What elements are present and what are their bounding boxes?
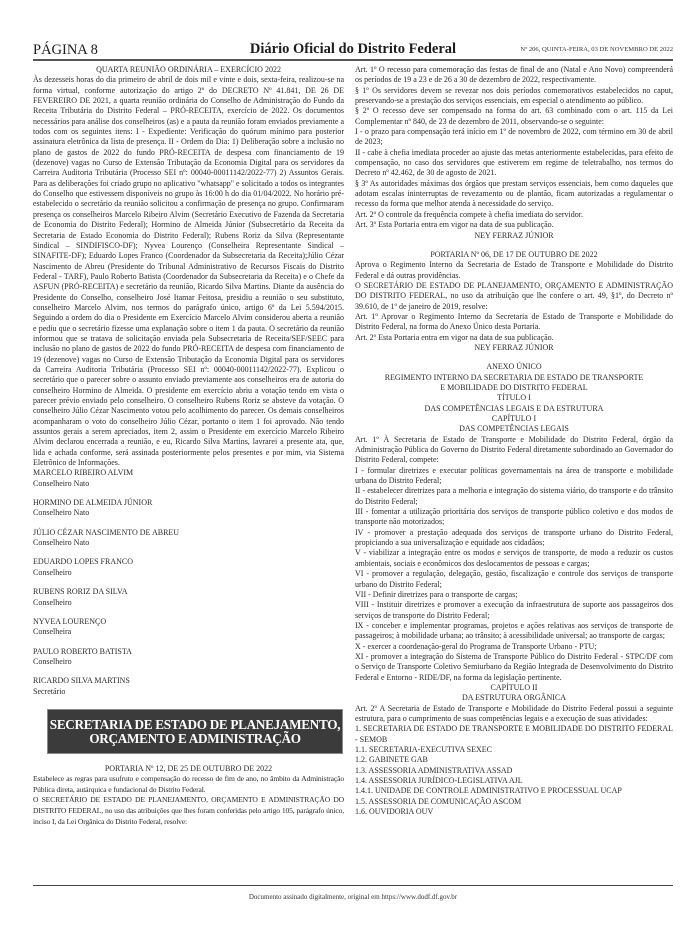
annex-heading: DAS COMPETÊNCIAS LEGAIS bbox=[459, 424, 569, 434]
signature-role: Conselheiro bbox=[33, 597, 72, 607]
section-banner-line: ORÇAMENTO E ADMINISTRAÇÃO bbox=[89, 730, 301, 746]
article-paragraph: Art. 1º À Secretaria de Estado de Transporte e Mobilidade do Distrito Federal, órgão da Administração Pública do Governo do Distrito Federal diretamente subordinado ao Governador do Distrito Federal, compete: bbox=[355, 434, 673, 465]
journal-title: Diário Oficial do Distrito Federal bbox=[249, 41, 457, 57]
page-header bbox=[33, 40, 673, 58]
signature-role: Conselheiro bbox=[33, 656, 72, 666]
article-paragraph: Art. 2º A Secretaria de Estado de Transporte e Mobilidade do Distrito Federal possui a seguinte estrutura, para o cumprimento de suas competências legais e a execução de suas atividades: bbox=[355, 703, 673, 723]
signature-role: Conselheiro Nato bbox=[33, 508, 90, 518]
portaria-06-title: PORTARIA Nº 06, DE 17 DE OUTUBRO DE 2022 bbox=[430, 249, 598, 259]
chapter-heading: DA ESTRUTURA ORGÂNICA bbox=[461, 693, 566, 703]
right-column bbox=[355, 65, 673, 817]
article-paragraph: I - formular diretrizes e executar políticas governamentais na área de transporte e mobilidade urbana do Distrito Federal; bbox=[355, 465, 673, 486]
annex-heading: TÍTULO I bbox=[497, 393, 531, 403]
signature-name: HORMINO DE ALMEIDA JÚNIOR bbox=[33, 498, 153, 508]
annex-heading: CAPÍTULO I bbox=[491, 414, 537, 423]
article-paragraph: IX - conceber e implementar programas, projetos e ações relativas aos serviços de transporte de passageiros; à mobilidade urbana; ao trânsito; à acessibilidade universal; ao transporte de cargas; bbox=[355, 620, 673, 641]
structure-item: 1. SECRETARIA DE ESTADO DE TRANSPORTE E MOBILIDADE DO DISTRITO FEDERAL - SEMOB bbox=[355, 724, 673, 744]
article-paragraph: II - cabe à chefia imediata proceder ao ajuste das metas anteriormente estabelecidas, para efeito de compensação, no caso dos servidores que estiverem em regime de teletrabalho, nos termos do Decreto nº 42.462, de 30 de agosto de 2021. bbox=[355, 147, 673, 178]
signature-name: PAULO ROBERTO BATISTA bbox=[33, 646, 132, 656]
page-number: PÁGINA 8 bbox=[33, 42, 98, 58]
structure-list bbox=[355, 724, 673, 817]
structure-item: 1.4.1. UNIDADE DE CONTROLE ADMINISTRATIVO E PROCESSUAL UCAP bbox=[355, 786, 622, 796]
signature-role: Conselheiro Nato bbox=[33, 538, 90, 548]
article-paragraph: Art. 1º Aprovar o Regimento Interno da Secretaria de Estado de Transporte e Mobilidade do Distrito Federal, na forma do Anexo Único desta Portaria. bbox=[355, 311, 673, 332]
footer-note: Documento assinado digitalmente, original em https://www.dodf.df.gov.br bbox=[248, 893, 458, 901]
chapter-heading: CAPÍTULO II bbox=[490, 682, 538, 692]
article-paragraph: XI - promover a integração do Sistema de Transporte Público do Distrito Federal - STPC/DF com o Serviço de Transporte Coletivo Semiurbano da Região Integrada de Desenvolvimento do Distrito Federal e Entorno - RIDE/DF, na forma da legislação pertinente. bbox=[355, 651, 673, 682]
signature-role: Secretário bbox=[33, 686, 66, 696]
annex-heading: ANEXO ÚNICO bbox=[486, 362, 542, 372]
portaria-12-title: PORTARIA Nº 12, DE 25 DE OUTUBRO DE 2022 bbox=[104, 763, 273, 773]
footer-divider bbox=[33, 885, 673, 886]
article-paragraph: III - fomentar a utilização prioritária dos serviços de transporte público coletivo e dos modos de transporte não motorizados; bbox=[355, 507, 673, 527]
article-paragraph: X - exercer a coordenação-geral do Programa de Transporte Urbano - PTU; bbox=[355, 641, 597, 651]
ata-title: QUARTA REUNIÃO ORDINÁRIA – EXERCÍCIO 2022 bbox=[96, 65, 281, 74]
header-divider bbox=[33, 59, 673, 61]
issue-info: Nº 206, QUINTA-FEIRA, 03 DE NOVEMBRO DE 2022 bbox=[520, 46, 673, 53]
signature-role: Conselheira bbox=[33, 627, 72, 637]
annex-heading: REGIMENTO INTERNO DA SECRETARIA DE ESTADO DE TRANSPORTE bbox=[384, 372, 644, 382]
article-paragraph: § 1º Os servidores devem se revezar nos dois períodos comemorativos estabelecidos no caput, preservando-se a prestação dos serviços essenciais, em especial o atendimento ao público. bbox=[355, 85, 673, 106]
signer-name: NEY FERRAZ JÚNIOR bbox=[474, 230, 554, 240]
structure-item: 1.2. GABINETE GAB bbox=[355, 755, 428, 765]
article-paragraph: IV - promover a prestação adequada dos serviços de transporte urbano do Distrito Federal, propiciando a sua universalização e equidade aos cidadãos; bbox=[355, 527, 673, 548]
left-column bbox=[33, 65, 344, 827]
signature-block bbox=[33, 468, 344, 697]
structure-item: 1.1. SECRETARIA-EXECUTIVA SEXEC bbox=[355, 745, 492, 754]
signature-name: RUBENS RORIZ DA SILVA bbox=[33, 587, 128, 597]
signature-name: EDUARDO LOPES FRANCO bbox=[33, 557, 134, 567]
portaria-12-preamble: O SECRETÁRIO DE ESTADO DE PLANEJAMENTO, ORÇAMENTO E ADMINISTRAÇÃO DO DISTRITO FEDERAL, no uso das atribuições que lhes foram conferidas pelo artigo 105, parágrafo único, inciso I, da Lei Orgânica do Distrito Federal, resolve: bbox=[33, 795, 344, 826]
structure-item: 1.5. ASSESSORIA DE COMUNICAÇÃO ASCOM bbox=[355, 796, 522, 806]
signature-role: Conselheiro bbox=[33, 567, 72, 577]
article-paragraph: Art. 1º O recesso para comemoração das festas de final de ano (Natal e Ano Novo) compreenderá os períodos de 19 a 23 e de 26 a 30 de dezembro de 2022, respectivamente. bbox=[355, 65, 673, 85]
signature-name: MARCELO RIBEIRO ALVIM bbox=[33, 468, 134, 478]
signature-role: Conselheiro Nato bbox=[33, 478, 90, 488]
annex-heading: DAS COMPETÊNCIAS LEGAIS E DA ESTRUTURA bbox=[424, 403, 604, 413]
signature-name: RICARDO SILVA MARTINS bbox=[33, 676, 130, 686]
article-paragraph: VIII - Instituir diretrizes e promover a execução da infraestrutura de suporte aos passageiros dos serviços de transporte do Distrito Federal; bbox=[355, 600, 673, 620]
article-paragraph: § 2º O recesso deve ser compensado na forma do art. 63 combinado com o art. 115 da Lei Complementar nº 840, de 23 de dezembro de 2011, observando-se o seguinte: bbox=[355, 106, 673, 126]
article-paragraph: Art. 2º Esta Portaria entra em vigor na data de sua publicação. bbox=[355, 332, 554, 342]
article-paragraph: V - viabilizar a integração entre os modos e serviços de transporte, de modo a reduzir os custos ambientais, sociais e econômicos dos deslocamentos de pessoas e cargas; bbox=[355, 548, 673, 568]
structure-item: 1.6. OUVIDORIA OUV bbox=[355, 807, 434, 817]
article-paragraph: § 3º As autoridades máximas dos órgãos que prestam serviços essenciais, bem como daqueles que adotam escalas ininterruptas de revezamento ou de plantão, ficam autorizadas a regulamentar o recesso da forma que melhor atenda à necessidade do serviço. bbox=[355, 178, 673, 209]
signature-name: JÚLIO CÉZAR NASCIMENTO DE ABREU bbox=[33, 527, 180, 537]
section-banner bbox=[47, 709, 343, 754]
signature-name: NYVEA LOURENÇO bbox=[33, 616, 107, 626]
article-paragraph: VII - Definir diretrizes para o transporte de cargas; bbox=[355, 589, 518, 599]
portaria-12-ementa: Estabelece as regras para usufruto e compensação do recesso de fim de ano, no âmbito da Administração Pública direta, autárquica e fundacional do Distrito Federal. bbox=[33, 774, 344, 794]
section-banner-line: SECRETARIA DE ESTADO DE PLANEJAMENTO, bbox=[49, 716, 341, 732]
article-paragraph: VI - promover a regulação, delegação, gestão, fiscalização e controle dos serviços de transporte urbano do Distrito Federal; bbox=[355, 569, 673, 589]
article-paragraph: Aprova o Regimento Interno da Secretaria de Estado de Transporte e Mobilidade do Distrito Federal e dá outras providências. bbox=[355, 260, 673, 280]
article-paragraph: I - o prazo para compensação terá início em 1º de novembro de 2022, com término em 30 de abril de 2023; bbox=[355, 127, 673, 147]
article-paragraph: Art. 3º Esta Portaria entra em vigor na data de sua publicação. bbox=[355, 220, 554, 230]
article-paragraph: Art. 2º O controle da frequência compete à chefia imediata do servidor. bbox=[355, 209, 583, 219]
structure-item: 1.4. ASSESSORIA JURÍDICO-LEGISLATIVA AJL bbox=[355, 776, 523, 786]
signer-name: NEY FERRAZ JÚNIOR bbox=[474, 342, 554, 352]
ata-body: Às dezesseis horas do dia primeiro de abril de dois mil e vinte e dois, sexta-feira, realizou-se na forma virtual, conforme autorização do artigo 2º do DECRETO Nº 41.841, DE 26 DE FEVEREIRO DE 2021, a quarta reunião ordinária do Conselho de Administração do Fundo da Receita Tributária do Distrito Federal – PRÓ-RECEITA, exercício de 2022. Os documentos necessários para análise dos conselheiros (as) e a pauta da reunião foram enviados previamente a todos com os seguintes itens: I - Expediente: Verificação do quórum mínimo para posterior assinatura eletrônica da lista de presença. II - Ordem do Dia: 1) Deliberação sobre a inclusão no plano de gastos de 2022 do fundo PRÓ-RECEITA de despesa com financiamento de 19 (dezenove) vagas no Curso de Extensão Tributação da Economia Digital para os servidores da Carreira Auditoria Tributária (Processo SEI nº: 00040-00011142/2022-77) 2) Assuntos Gerais. Para as deliberações foi criado grupo no aplicativo "whatsapp" e solicitado a todos os integrantes do Conselho que estivessem disponíveis no grupo às 16:00 h do dia 01/04/2022. No horário pré-estabelecido o secretário da reunião solicitou a confirmação de presença no grupo. Confirmaram presença os conselheiros Marcelo Ribeiro Alvim (Secretário Executivo de Fazenda da Secretaria de Economia do Distrito Federal); Hormino de Almeida Júnior (Subsecretário da Receita da Secretaria de Estado Economia do Distrito Federal); Rubens Roriz da Silva (Representante Sindical – SINDIFISCO-DF); Nyvea Lourenço (Conselheira Representante Sindical – SINAFITE-DF); Eduardo Lopes Franco (Coordenador da Subsecretaria da Receita);Júlio Cézar Nascimento de Abreu (Presidente do Tribunal Administrativo de Recursos Fiscais do Distrito Federal - TARF), Paulo Roberto Batista (Coordenador da Subsecretaria da Receita) e o Chefe da ASFUN (PRÓ-RECEITA) e secretário da reunião, Ricardo Silva Martins. Diante da ausência do Presidente do Conselho, conselheiro José Itamar Feitosa, presidiu a reunião o seu substituto, conselheiro Marcelo Alvim, nos termos do parágrafo único, artigo 6º da Lei 5.594/2015. Seguindo a ordem do dia o Presidente em Exercício Marcelo Alvim considerou aberta a reunião e pediu que o secretário fizesse uma explanação sobre o item 1 da pauta. O secretário da reunião informou que se tratava de solicitação enviada pela Subsecretaria de Receita/SEF/SEEC para inclusão no plano de gastos de 2022 do fundo PRÓ-RECEITA de despesa com financiamento de 19 (dezenove) vagas no Curso de Extensão Tributação da Economia Digital para os servidores da Carreira Auditoria Tributária (Processo SEI nº: 00040-00011142/2022-77). Explicou o secretário que o parecer sobre o assunto enviado previamente aos conselheiros era de autoria do conselheiro Hormino de Almeida. O presidente em exercício abriu a votação tendo em vista o parecer prévio enviado pelo conselheiro. O conselheiro Rubens Roriz se absteve da votação. O conselheiro Júlio Cézar Nascimento votou pelo acolhimento do parecer. Os demais conselheiros acompanharam o voto do conselheiro Júlio Cézar, portanto o item 1 foi aprovado. Não tendo assuntos gerais a serem apreciados, item 2, assim o Presidente em exercício Marcelo Ribeiro Alvim declarou encerrada a reunião, e eu, Ricardo Silva Martins, lavrarei a presente ata, que, lida e achada conforme, será assinada posteriormente pelos presentes e por mim, via Sistema Eletrônico de Informações. bbox=[33, 75, 344, 468]
structure-item: 1.3. ASSESSORIA ADMINISTRATIVA ASSAD bbox=[355, 765, 513, 775]
annex-heading: E MOBILIDADE DO DISTRITO FEDERAL bbox=[440, 382, 588, 392]
article-paragraph: O SECRETÁRIO DE ESTADO DE PLANEJAMENTO, ORÇAMENTO E ADMINISTRAÇÃO DO DISTRITO FEDERAL, no uso da atribuição que lhe confere o art. 49, §1º, do Decreto nº 39.610, de 1º de janeiro de 2019, resolve: bbox=[355, 280, 673, 311]
article-paragraph: II - estabelecer diretrizes para a melhoria e integração do sistema viário, do transporte e do trânsito do Distrito Federal; bbox=[355, 486, 673, 506]
